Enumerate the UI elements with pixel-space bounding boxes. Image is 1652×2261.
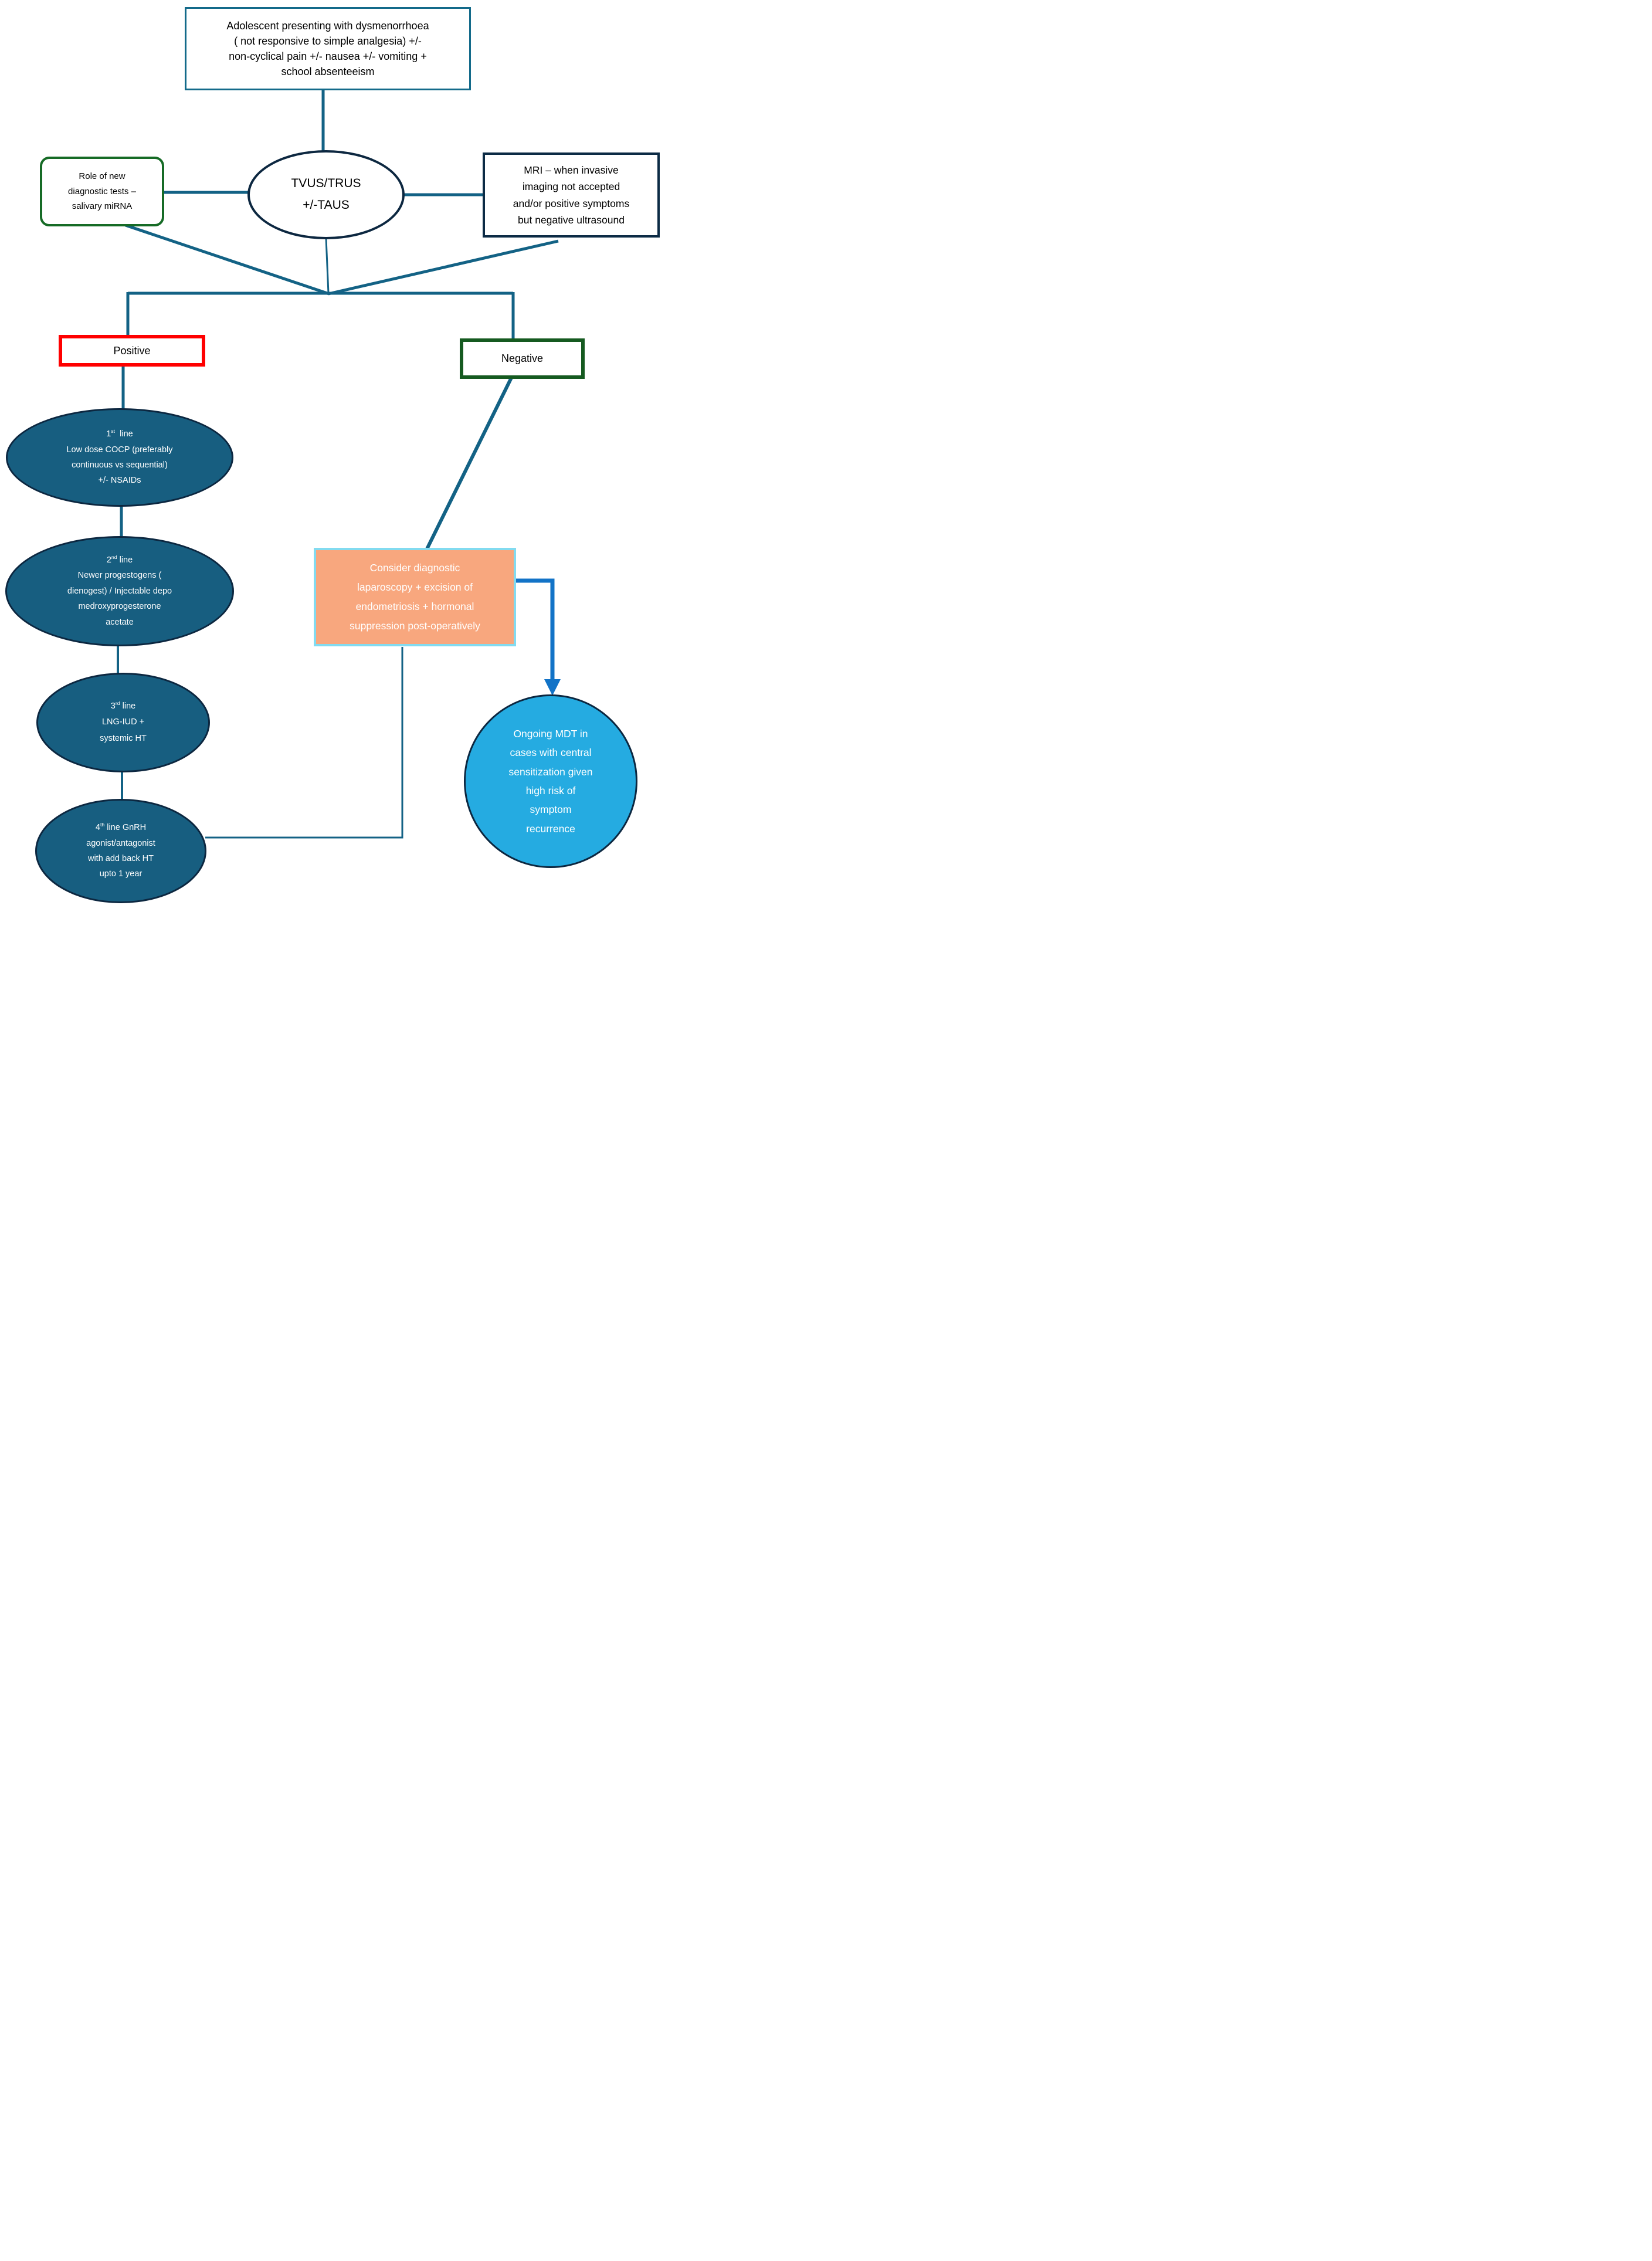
fourth-line-ordinal: 4th line GnRH (95, 822, 147, 833)
third-line-ellipse (36, 673, 210, 772)
tvus-line: +/-TAUS (303, 198, 350, 212)
connector-tvus-to-junction (326, 238, 328, 293)
salivary-mirna-box (40, 157, 164, 226)
start-box-line: ( not responsive to simple analgesia) +/- (234, 35, 422, 47)
laparoscopy-line: Consider diagnostic (369, 561, 460, 574)
laparoscopy-line: laparoscopy + excision of (357, 581, 473, 593)
first-line-text: continuous vs sequential) (72, 460, 168, 470)
first-line-ellipse (6, 408, 233, 507)
start-box-line: school absenteeism (281, 66, 375, 78)
negative-label: Negative (501, 352, 544, 364)
mri-line: imaging not accepted (522, 181, 620, 193)
salivary-line: salivary miRNA (72, 201, 133, 212)
second-line-ordinal: 2nd line (106, 554, 133, 565)
laparoscopy-box (314, 548, 516, 646)
arrowhead-down-icon (544, 679, 561, 696)
connector-fourth-line-to-laparoscopy (205, 647, 402, 838)
second-line-text: acetate (106, 617, 134, 627)
mri-line: and/or positive symptoms (513, 197, 630, 209)
mdt-line: high risk of (525, 785, 576, 796)
second-line-text: dienogest) / Injectable depo (67, 586, 172, 596)
mdt-line: cases with central (510, 747, 592, 759)
mri-box (483, 152, 660, 238)
start-box (185, 7, 471, 90)
start-box-line: Adolescent presenting with dysmenorrhoea (226, 19, 429, 32)
third-line-ordinal: 3rd line (110, 700, 136, 711)
flowchart-canvas (0, 0, 661, 904)
laparoscopy-line: suppression post-operatively (350, 620, 480, 632)
start-box-line: non-cyclical pain +/- nausea +/- vomiting + (229, 50, 427, 62)
mri-line: MRI – when invasive (524, 164, 619, 176)
fourth-line-text: agonist/antagonist (86, 838, 155, 848)
salivary-line: diagnostic tests – (68, 186, 136, 196)
mdt-line: sensitization given (508, 765, 593, 778)
fourth-line-ellipse (35, 799, 206, 903)
mdt-line: recurrence (526, 822, 575, 835)
positive-result-box (59, 335, 205, 367)
laparoscopy-line: endometriosis + hormonal (355, 601, 474, 612)
second-line-ellipse (5, 536, 234, 646)
connector-mri-to-junction (328, 241, 558, 294)
first-line-text: Low dose COCP (preferably (66, 445, 173, 455)
second-line-text: medroxyprogesterone (78, 602, 161, 612)
mdt-line: Ongoing MDT in (513, 727, 588, 740)
tvus-trus-ellipse (247, 150, 405, 239)
positive-label: Positive (113, 344, 151, 357)
negative-result-box (460, 338, 585, 379)
second-line-text: Newer progestogens ( (77, 571, 162, 581)
third-line-text: LNG-IUD + (101, 717, 145, 727)
connector-negative-to-laparoscopy (427, 378, 511, 549)
fourth-line-text: upto 1 year (99, 869, 143, 879)
fourth-line-text: with add back HT (87, 854, 154, 863)
mdt-line: symptom (530, 804, 572, 816)
tvus-line: TVUS/TRUS (291, 177, 361, 191)
connector-laparoscopy-to-mdt (515, 581, 552, 682)
salivary-line: Role of new (79, 171, 125, 182)
mdt-circle (464, 694, 637, 868)
first-line-text: +/- NSAIDs (98, 476, 141, 486)
mri-line: but negative ultrasound (518, 213, 625, 226)
third-line-text: systemic HT (100, 733, 147, 743)
first-line-ordinal: 1st line (106, 428, 133, 439)
